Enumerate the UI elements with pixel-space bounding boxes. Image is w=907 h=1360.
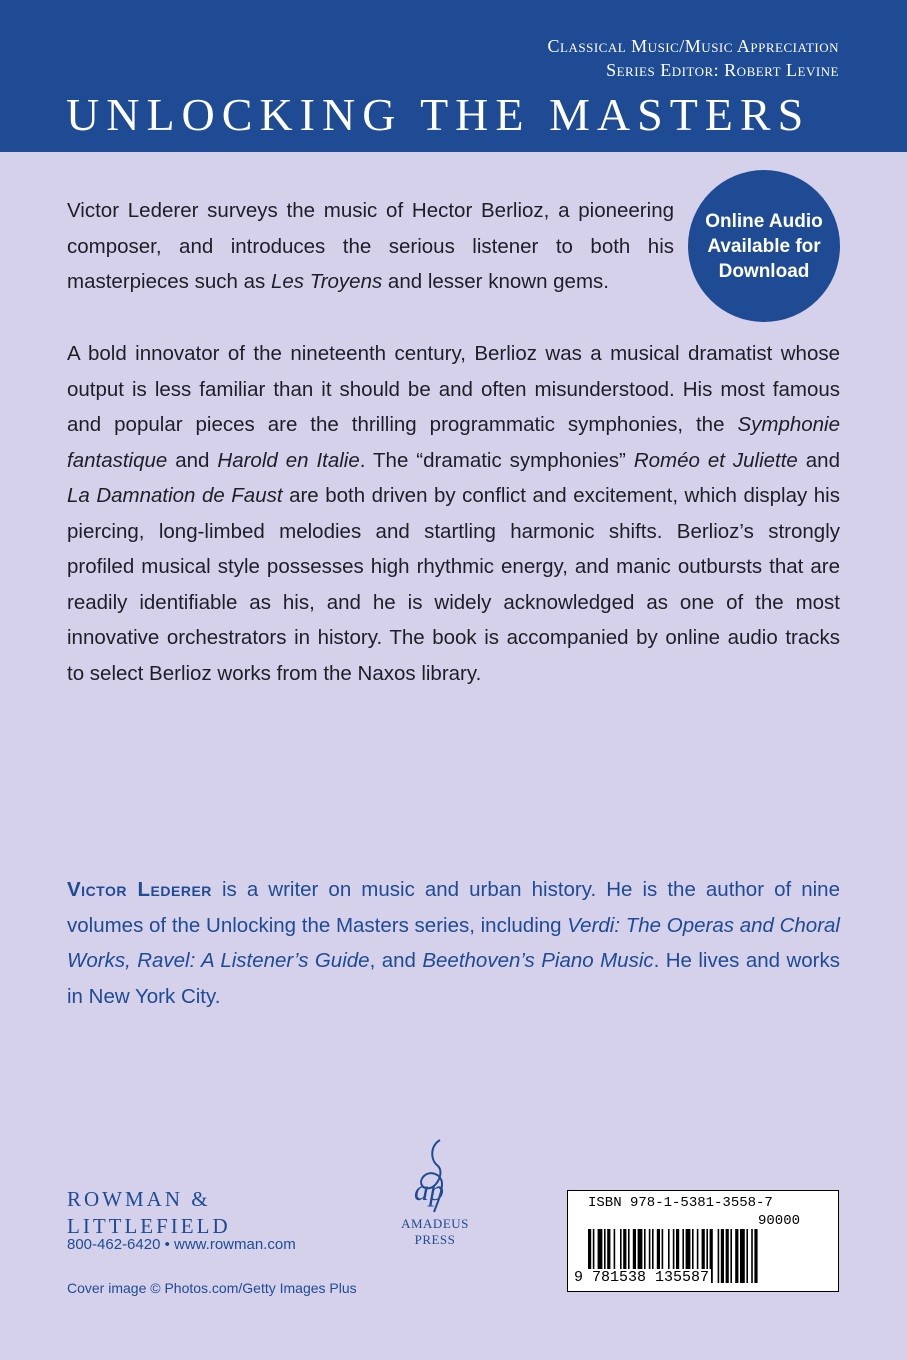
publisher-name-line-1: ROWMAN &: [67, 1187, 211, 1211]
price-code: 90000: [758, 1213, 801, 1229]
work-title: Roméo et Juliette: [633, 448, 798, 472]
work-title: Les Troyens: [270, 270, 383, 293]
barcode-bar: [726, 1229, 729, 1283]
bio-text: . He lives and works in New York City.: [67, 949, 840, 1008]
barcode-bar: [754, 1229, 757, 1283]
barcode-bar: [718, 1229, 720, 1283]
ean-number: 9 781538 135587: [574, 1269, 710, 1286]
bio-text: is a writer on music and urban history. He is the author of nine volumes of the Unlocking the Masters series, including: [67, 878, 840, 937]
intro-text: and lesser known gems.: [382, 270, 609, 293]
description-text: A bold innovator of the nineteenth century, Berlioz was a musical dramatist whose output is less familiar than it should be and often misunderstood. His most famous and popular pieces are the thrilling programmatic symphonies, the: [67, 342, 840, 436]
publisher-contact: 800-462-6420 • www.rowman.com: [67, 1236, 296, 1253]
isbn-text: ISBN 978-1-5381-3558-7: [588, 1195, 773, 1211]
barcode-bar: [746, 1229, 748, 1283]
series-banner: [0, 0, 907, 152]
intro-paragraph: [67, 193, 674, 300]
work-title: Harold en Italie: [217, 448, 360, 472]
description-text: . The “dramatic symphonies”: [359, 448, 634, 472]
intro-text: Victor Lederer surveys the music of Hector Berlioz, a pioneering composer, and introduces the serious listener to both his masterpieces such as: [67, 199, 674, 293]
series-category: Classical Music/Music Appreciation: [547, 36, 839, 56]
book-title: Beethoven’s Piano Music: [422, 949, 654, 972]
amadeus-press-logo: [380, 1136, 490, 1248]
description-text: are both driven by conflict and excitement, which display his piercing, long-limbed melodies and startling harmonic shifts. Berlioz’s strongly profiled musical style possesses high rhythmic energy, and manic outbursts that are readily identifiable as his, and he is widely acknowledged as one of the most innovative orchestrators in history. The book is accompanied by online audio tracks to select Berlioz works from the Naxos library.: [67, 484, 840, 685]
book-title: Verdi: The Operas and Choral Works, Ravel: A Listener’s Guide: [67, 913, 840, 972]
series-title: UNLOCKING THE MASTERS: [66, 89, 811, 140]
description-text: and: [167, 448, 218, 472]
logo-letters: ap: [414, 1174, 444, 1207]
author-name: Victor Lederer: [67, 878, 212, 901]
description-paragraph: [67, 336, 840, 691]
amadeus-name-line-1: AMADEUS: [401, 1216, 469, 1231]
description-text: and: [797, 448, 840, 472]
barcode-bar: [721, 1229, 724, 1283]
series-editor: Series Editor: Robert Levine: [606, 60, 839, 80]
barcode-bar: [735, 1229, 738, 1283]
barcode-bar: [730, 1229, 732, 1283]
barcode-bar: [751, 1229, 753, 1283]
publisher-logo: [67, 1186, 231, 1240]
amadeus-name-line-2: PRESS: [414, 1232, 456, 1247]
barcode-bar: [740, 1229, 745, 1283]
publisher-name-line-2: LITTLEFIELD: [67, 1214, 231, 1238]
bio-text: , and: [369, 949, 423, 972]
work-title: La Damnation de Faust: [67, 484, 283, 507]
badge-text: Online Audio Available for Download: [705, 210, 823, 282]
cover-credit: Cover image © Photos.com/Getty Images Plus: [67, 1280, 357, 1296]
author-bio: [67, 872, 840, 1014]
online-audio-badge: [688, 170, 840, 322]
isbn-barcode: [567, 1190, 839, 1292]
treble-clef-icon: [400, 1136, 470, 1216]
work-title: Symphonie fantastique: [67, 413, 840, 472]
